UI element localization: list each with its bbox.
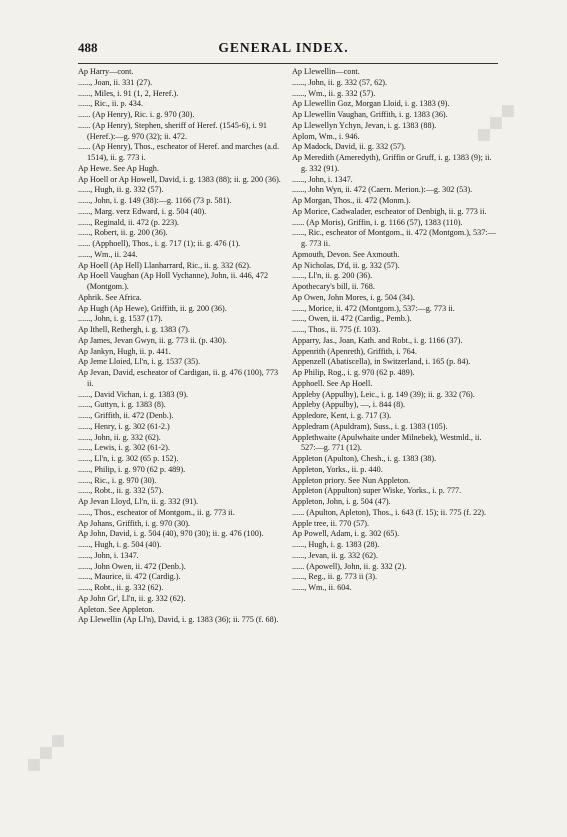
index-entry: Appleton, John, i. g. 504 (47). [292, 497, 391, 506]
index-entry: Ap Hoell Vaughan (Ap Holl Vychanne), John, ii. 446, 472 (Montgom.). [78, 271, 269, 291]
index-entry: ......, John, i. 1347. [292, 174, 353, 184]
index-entry: Ap Jevan, David, escheator of Cardigan, ii. g. 476 (100), 773 ii. [78, 368, 279, 388]
index-entry: ......, Wm., ii. g. 332 (57). [292, 88, 376, 98]
header-rule [78, 63, 498, 64]
index-entry: Ap Jevan Lloyd, Ll'n, ii. g. 332 (91). [78, 497, 199, 506]
index-entry: ......, Thos., escheator of Montgom., ii. g. 773 ii. [78, 507, 235, 517]
index-entry: Ap Meredith (Ameredyth), Griffin or Gruff, i. g. 1383 (9); ii. g. 332 (91). [292, 153, 492, 173]
index-entry: ......, Hugh, i. g. 1383 (28). [292, 540, 380, 549]
page-title: GENERAL INDEX. [218, 40, 349, 55]
index-entry: Ap James, Jevan Gwyn, ii. g. 773 ii. (p. 430). [78, 335, 227, 345]
index-entry: ......, John, i. 1347. [78, 550, 139, 560]
index-entry: ......, Ll'n, i. g. 302 (65 p. 152). [78, 454, 179, 463]
index-entry: ......, Robert, ii. g. 200 (36). [78, 228, 168, 238]
index-entry: ......, Marg. verz Edward, i. g. 504 (40). [78, 206, 207, 216]
index-entry: ......, John Wyn, ii. 472 (Caern. Merion.):—g. 302 (53). [292, 185, 473, 195]
index-entry: ......, Robt., ii. g. 332 (62). [78, 583, 164, 592]
index-entry: ......, Philip, i. g. 970 (62 p. 489). [78, 464, 186, 474]
index-entry: ......, John, ii. g. 332 (62). [78, 432, 161, 442]
index-entry: Ap Hoell (Ap Hell) Llanharrard, Ric., ii. g. 332 (62). [78, 260, 252, 270]
index-entry: ......, Hugh, ii. g. 332 (57). [78, 185, 164, 195]
index-entry: ...... (Ap Moris), Griffin, i. g. 1166 (57), 1383 (110). [292, 217, 463, 227]
index-entry: ......, Guttyn, i. g. 1383 (8). [78, 400, 166, 410]
index-entry: ......, Ric., escheator of Montgom., ii. 472 (Montgom.), 537:—g. 773 ii. [292, 228, 496, 248]
index-entry: ......, Reginald, ii. 472 (p. 223). [78, 217, 179, 227]
index-entry: ......, Jevan, ii. g. 332 (62). [292, 550, 378, 560]
index-entry: ......, Lewis, i. g. 302 (61-2). [78, 443, 170, 453]
index-entry: ......, John, i. g. 149 (38):—g. 1166 (73 p. 581). [78, 196, 232, 205]
index-entry: Aphrik. See Africa. [78, 292, 142, 302]
index-entry: ......, Hugh, i. g. 504 (40). [78, 540, 162, 549]
index-entry: Applethwaite (Apulwhaite under Milnebek), Westmld., ii. 527:—g. 771 (12). [292, 432, 482, 453]
index-entry: Ap Owen, John Mores, i. g. 504 (34). [292, 292, 415, 302]
index-entry: ......, Ric., i. g. 970 (30). [78, 475, 157, 485]
index-entry: Ap Jeme Lloied, Ll'n, i. g. 1537 (35). [78, 357, 200, 367]
index-column-left [78, 67, 283, 626]
index-entry: Appenrith (Apenreth), Griffith, i. 764. [292, 346, 417, 356]
index-entry: Appenzell (Abatiscella), in Switzerland, i. 165 (p. 84). [292, 357, 471, 367]
index-entry: Ap Powell, Adam, i. g. 302 (65). [292, 529, 400, 539]
index-entry: Appledram (Apuldram), Suss., i. g. 1383 (105). [292, 421, 448, 431]
index-entry: Appleton (Appulton) super Wiske, Yorks., i. p. 777. [292, 486, 462, 496]
index-entry: ......, Ric., ii. p. 434. [78, 99, 144, 109]
index-entry: ...... (Apowell), John, ii. g. 332 (2). [292, 561, 407, 571]
index-entry: ......, Maurice, ii. 472 (Cardig.). [78, 572, 181, 582]
index-entry: Ap Llewellyn Ychyn, Jevan, i. g. 1383 (88). [292, 120, 437, 130]
index-entry: Ap Llewellin—cont. [292, 67, 360, 76]
index-entry: Apple tree, ii. 770 (57). [292, 518, 370, 528]
index-entry: Apmouth, Devon. See Axmouth. [292, 249, 400, 259]
index-entry: ......, Wm., ii. 244. [78, 249, 138, 259]
index-entry: Ap Nicholas, D'd, ii. g. 332 (57). [292, 260, 400, 270]
index-entry: ...... (Ap Henry), Ric. i. g. 970 (30). [78, 110, 195, 119]
index-entry: Ap John Gr', Ll'n, ii. g. 332 (62). [78, 593, 186, 603]
index-entry: Ap Hewe. See Ap Hugh. [78, 163, 159, 173]
index-entry: ...... (Ap Henry), Stephen, sheriff of Heref. (1545-6), i. 91 (Heref.):—g. 970 (32); ii. 472. [78, 120, 268, 141]
index-entry: ......, John, ii. g. 332 (57, 62). [292, 77, 388, 87]
watermark: ◆◆◆ [18, 725, 73, 780]
index-entry: Ap Jankyn, Hugh, ii. p. 441. [78, 346, 171, 356]
index-entry: Ap Morgan, Thos., ii. 472 (Monm.). [292, 196, 411, 205]
index-entry: Appleton (Apulton), Chesh., i. g. 1383 (38). [292, 454, 437, 463]
index-entry: ...... (Ap Henry), Thos., escheator of Heref. and marches (a.d. 1514), ii. g. 773 i. [78, 142, 280, 162]
index-entry: Ap Llewellin (Ap Ll'n), David, i. g. 1383 (36); ii. 775 (f. 68). [78, 615, 279, 625]
index-entry: Ap John, David, i. g. 504 (40), 970 (30); ii. g. 476 (100). [78, 529, 264, 539]
index-entry: Appleby (Appulby), —, i. 844 (8). [292, 400, 406, 410]
index-entry: ......, Thos., ii. 775 (f. 103). [292, 325, 381, 334]
index-entry: ......, John, i. g. 1537 (17). [78, 314, 163, 324]
index-entry: Apparry, Jas., Joan, Kath. and Robt., i. g. 1166 (37). [292, 335, 463, 345]
index-entry: ......, Griffith, ii. 472 (Denb.). [78, 411, 174, 420]
index-entry: ...... (Apphoell), Thos., i. g. 717 (1); ii. g. 476 (1). [78, 239, 241, 248]
index-entry: Ap Llewellin Goz, Morgan Lloid, i. g. 1383 (9). [292, 99, 450, 109]
index-entry: ......, Robt., ii. g. 332 (57). [78, 486, 164, 496]
index-entry: ......, David Vichan, i. g. 1383 (9). [78, 389, 189, 399]
index-entry: Ap Madock, David, ii. g. 332 (57). [292, 142, 406, 152]
index-column-right [292, 67, 497, 594]
index-entry: Ap Harry—cont. [78, 67, 134, 76]
index-entry: ......, Joan, ii. 331 (27). [78, 77, 153, 87]
index-entry: ......, Ll'n, ii. g. 200 (36). [292, 271, 373, 281]
index-entry: Appledore, Kent, i. g. 717 (3). [292, 411, 392, 420]
index-entry: ......, Miles, i. 91 (1, 2, Heref.). [78, 88, 179, 98]
index-entry: ......, Reg., ii. g. 773 ii (3). [292, 572, 378, 582]
index-entry: Ap Hoell or Ap Howell, David, i. g. 1383 (88); ii. g. 200 (36). [78, 174, 281, 184]
index-entry: ......, Henry, i. g. 302 (61-2.) [78, 421, 170, 431]
index-entry: Aplom, Wm., i. 946. [292, 131, 360, 141]
index-entry: Ap Morice, Cadwalader, escheator of Denbigh, ii. g. 773 ii. [292, 206, 487, 216]
index-entry: ...... (Apulton, Apleton), Thos., i. 643 (f. 15); ii. 775 (f. 22). [292, 507, 487, 517]
index-entry: Apphoell. See Ap Hoell. [292, 378, 373, 388]
index-entry: Ap Johans, Griffith, i. g. 970 (30). [78, 518, 190, 528]
index-entry: ......, Morice, ii. 472 (Montgom.), 537:—g. 773 ii. [292, 303, 455, 313]
index-entry: ......, John Owen, ii. 472 (Denb.). [78, 561, 186, 571]
index-entry: Apothecary's bill, ii. 768. [292, 282, 375, 291]
watermark: ◆◆◆ [468, 95, 523, 150]
index-entry: Ap Llewellin Vaughan, Griffith, i. g. 1383 (36). [292, 110, 448, 119]
index-entry: ......, Owen, ii. 472 (Cardig., Pemb.). [292, 314, 412, 324]
index-entry: ......, Wm., ii. 604. [292, 583, 352, 592]
page-number: 488 [78, 40, 98, 55]
index-entry: Ap Ithell, Rethergh, i. g. 1383 (7). [78, 325, 190, 334]
index-entry: Appleby (Appulby), Leic., i. g. 149 (39); ii. g. 332 (76). [292, 389, 475, 399]
index-entry: Ap Philip, Rog., i. g. 970 (62 p. 489). [292, 368, 415, 377]
page-header [0, 40, 567, 60]
index-entry: Apleton. See Appleton. [78, 604, 155, 614]
index-entry: Appleton, Yorks., ii. p. 440. [292, 464, 383, 474]
index-entry: Appleton priory. See Nun Appleton. [292, 475, 411, 485]
index-entry: Ap Hugh (Ap Hewe), Griffith, ii. g. 200 (36). [78, 303, 227, 313]
